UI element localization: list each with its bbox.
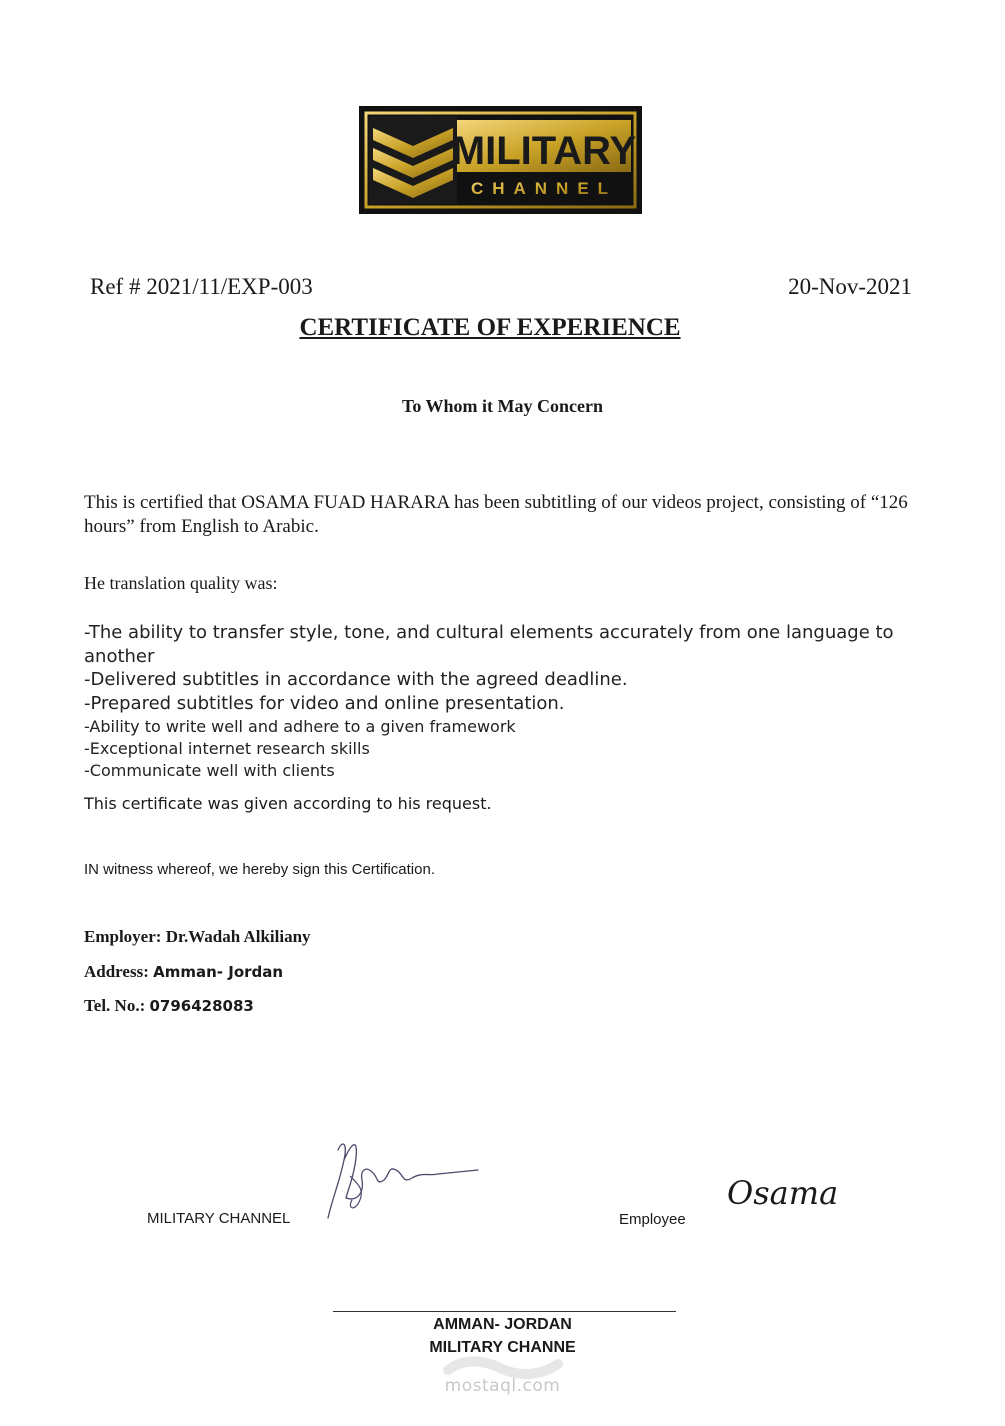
employee-signatory-label: Employee bbox=[619, 1211, 686, 1228]
quality-bullet: -Delivered subtitles in accordance with the agreed deadline. bbox=[84, 669, 628, 690]
tel-line bbox=[84, 996, 254, 1016]
company-signatory-label: MILITARY CHANNEL bbox=[147, 1210, 291, 1227]
certificate-title: CERTIFICATE OF EXPERIENCE bbox=[299, 314, 681, 341]
employee-signature: Osama bbox=[727, 1174, 839, 1212]
request-note: This certificate was given according to his request. bbox=[84, 794, 492, 813]
footer-location: AMMAN- JORDAN bbox=[433, 1316, 572, 1333]
address-value: Amman- Jordan bbox=[153, 963, 284, 981]
footer-divider bbox=[333, 1311, 676, 1312]
watermark-text: mostaql.com bbox=[444, 1376, 561, 1396]
employer-label: Employer: bbox=[84, 927, 166, 946]
logo-text-channel: CHANNEL bbox=[470, 179, 618, 198]
witness-statement: IN witness whereof, we hereby sign this Certification. bbox=[84, 861, 435, 878]
handwritten-signature bbox=[318, 1130, 488, 1225]
address-line bbox=[84, 962, 283, 982]
military-channel-logo bbox=[359, 106, 642, 214]
tel-label: Tel. No.: bbox=[84, 996, 150, 1015]
quality-bullet: -Exceptional internet research skills bbox=[84, 739, 370, 758]
employer-line bbox=[84, 927, 311, 947]
quality-intro: He translation quality was: bbox=[84, 573, 278, 593]
quality-bullet: -Prepared subtitles for video and online presentation. bbox=[84, 693, 565, 714]
issue-date: 20-Nov-2021 bbox=[788, 274, 912, 299]
tel-value: 0796428083 bbox=[149, 997, 254, 1015]
quality-bullet: -Ability to write well and adhere to a given framework bbox=[84, 717, 516, 736]
address-label: Address: bbox=[84, 962, 154, 981]
quality-bullet: -Communicate well with clients bbox=[84, 761, 335, 780]
footer-company: MILITARY CHANNE bbox=[429, 1339, 576, 1356]
logo-text-military: MILITARY bbox=[451, 129, 637, 173]
employer-value: Dr.Wadah Alkiliany bbox=[165, 927, 311, 946]
reference-number: Ref # 2021/11/EXP-003 bbox=[90, 274, 313, 299]
quality-bullet: -The ability to transfer style, tone, and cultural elements accurately from one language to another bbox=[84, 622, 894, 667]
greeting: To Whom it May Concern bbox=[401, 396, 603, 416]
certification-paragraph: This is certified that OSAMA FUAD HARARA has been subtitling of our videos project, consisting of “126 hours” from English to Arabic. bbox=[84, 492, 908, 537]
